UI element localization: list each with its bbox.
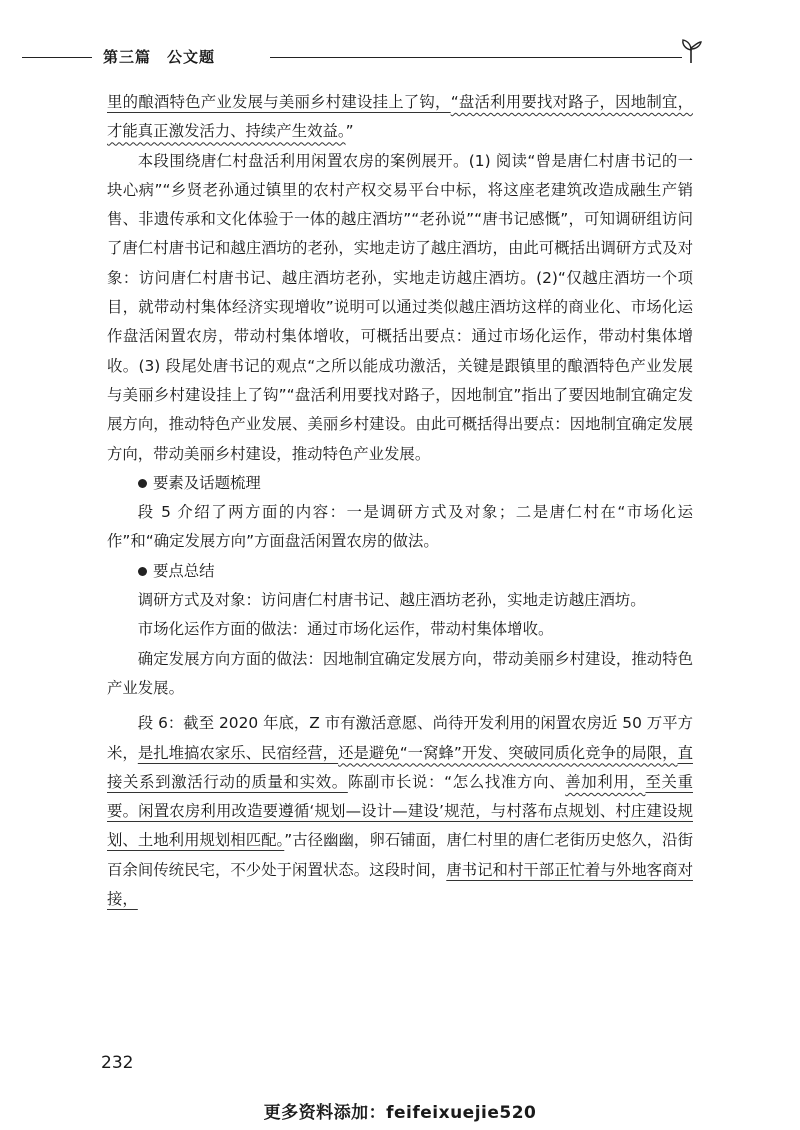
bullet-heading: [107, 557, 693, 586]
underlined-text: 里的酿酒特色产业发展与美丽乡村建设挂上了钩，: [107, 93, 451, 111]
bullet-label: 要素及话题梳理: [153, 473, 261, 492]
text-run: 陈副市长说：“怎么找准方向、: [347, 772, 566, 791]
source-paragraph-6: [107, 709, 693, 914]
sprout-icon: [678, 36, 704, 64]
point-paragraph: 调研方式及对象：访问唐仁村唐书记、越庄酒坊老孙，实地走访越庄酒坊。: [137, 591, 646, 610]
page-number: 232: [101, 1053, 134, 1073]
header-rule-right: [270, 57, 682, 58]
header-title: [103, 46, 231, 67]
bullet-icon: [138, 567, 147, 576]
bullet-heading: [107, 469, 693, 498]
paragraph-continued: [107, 88, 693, 147]
wavy-underlined-text: 还是避免“一窝蜂”开发、突破同质化竞争的局限，: [338, 743, 678, 762]
underlined-text: 是扎堆搞农家乐、民宿经营，: [137, 743, 339, 762]
running-header: [0, 36, 800, 66]
header-part: 第三篇: [103, 48, 152, 66]
closing-quote: ”: [345, 122, 354, 141]
wavy-underlined-text: 善加利用，: [565, 772, 646, 791]
bullet-label: 要点总结: [153, 561, 215, 580]
underlined-text: 唐书记和村干部正忙着与外地客商对接，: [107, 860, 693, 909]
header-rule-left: [22, 57, 92, 58]
point-paragraph: 市场化运作方面的做法：通过市场化运作，带动村集体增收。: [137, 620, 554, 639]
body-content: [107, 88, 693, 914]
analysis-paragraph: 本段围绕唐仁村盘活利用闲置农房的案例展开。(1) 阅读“曾是唐仁村唐书记的一块心病”“乡贤老孙通过镇里的农村产权交易平台中标，将这座老建筑改造成融生产销售、非遗传承和文化体验于一体的越庄酒坊”“老孙说”“唐书记感慨”，可知调研组访问了唐仁村唐书记和越庄酒坊的老孙，实地走访了越庄酒坊，由此可概括出调研方式及对象：访问唐仁村唐书记、越庄酒坊老孙，实地走访越庄酒坊。(2)“仅越庄酒坊一个项目，就带动村集体经济实现增收”说明可以通过类似越庄酒坊这样的商业化、市场化运作盘活闲置农房，带动村集体增收，可概括出要点：通过市场化运作，带动村集体增收。(3) 段尾处唐书记的观点“之所以能成功激活，关键是跟镇里的酿酒特色产业发展与美丽乡村建设挂上了钩”“盘活利用要找对路子，因地制宜”指出了要因地制宜确定发展方向，推动特色产业发展、美丽乡村建设。由此可概括得出要点：因地制宜确定发展方向，带动美丽乡村建设，推动特色产业发展。: [107, 151, 693, 463]
text-run: ”古径幽幽，卵石铺面，唐仁村里的唐仁老街历史悠久，沿街百余间传统民宅，不少处于闲置状态。这段时间，: [107, 831, 693, 879]
footer-note: 更多资料添加：feifeixuejie520: [263, 1103, 537, 1123]
wavy-underlined-text: “盘活利用要找对路子，因地制宜，才能真正激发活力、持续产生效益。: [107, 93, 693, 141]
point-paragraph: 确定发展方向方面的做法：因地制宜确定发展方向，带动美丽乡村建设，推动特色产业发展。: [107, 649, 693, 697]
text-run: 段 6：截至 2020 年底，Z 市有激活意愿、尚待开发利用的闲置农房近 50 万平方米，: [107, 714, 693, 762]
underlined-text: 直接关系到激活行动的质量和实效。: [107, 743, 693, 791]
summary-paragraph: 段 5 介绍了两方面的内容：一是调研方式及对象；二是唐仁村在“市场化运作”和“确定发展方向”方面盘活闲置农房的做法。: [107, 503, 693, 551]
underlined-text: 至关重要。闲置农房利用改造要遵循‘规划—设计—建设’规范，与村落布点规划、村庄建设规划、土地利用规划相匹配。: [107, 772, 693, 850]
bullet-icon: [138, 479, 147, 488]
header-section: 公文题: [167, 48, 216, 66]
